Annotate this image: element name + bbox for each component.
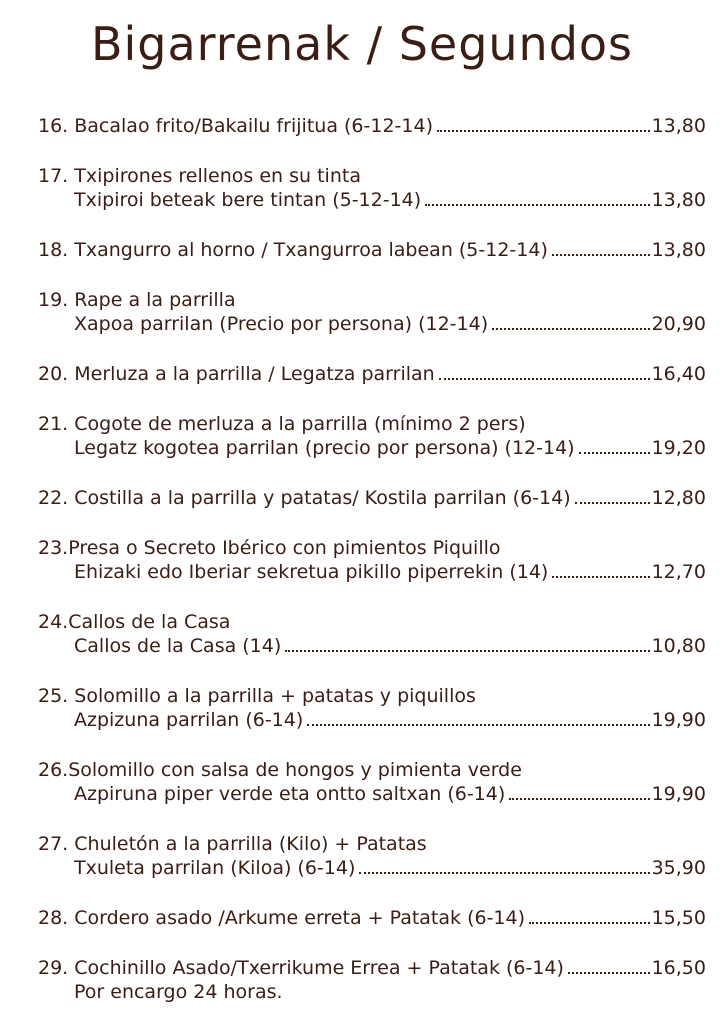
dish-name-basque: Azpizuna parrilan (6-14) [74,709,304,731]
dish-name-spanish: 19. Rape a la parrilla [38,289,236,311]
leader-dots [568,972,650,974]
dish-name: 22. Costilla a la parrilla y patatas/ Kostila parrilan (6-14) [38,487,571,509]
dish-name-basque: Callos de la Casa (14) [74,635,282,657]
dish-name: 28. Cordero asado /Arkume erreta + Patatak (6-14) [38,907,526,929]
menu-item-line [38,486,706,510]
menu-item [38,956,706,1004]
menu-item [38,610,706,658]
dish-price: 12,70 [651,561,706,583]
menu-item-line [38,782,706,806]
dish-price: 13,80 [651,115,706,137]
dish-price: 35,90 [651,857,706,879]
menu-item-line [38,956,706,980]
menu-item-line [38,188,706,212]
dish-name-basque: Legatz kogotea parrilan (precio por persona) (12-14) [74,437,575,459]
menu-item-line [38,536,706,560]
dish-name: 18. Txangurro al horno / Txangurroa labean (5-12-14) [38,239,548,261]
leader-dots [425,204,649,206]
menu-item-line [38,832,706,856]
menu-item-line [38,758,706,782]
menu-item-line [38,634,706,658]
menu-item [38,362,706,386]
leader-dots [529,922,650,924]
dish-name-basque: Txipiroi beteak bere tintan (5-12-14) [74,189,422,211]
dish-name-spanish: 23.Presa o Secreto Ibérico con pimientos Piquillo [38,537,501,559]
menu-item [38,536,706,584]
dish-name-basque: Azpiruna piper verde eta ontto saltxan (6-14) [74,783,506,805]
leader-dots [575,502,650,504]
menu-item-line [38,436,706,460]
dish-price: 19,90 [651,783,706,805]
menu-item [38,758,706,806]
leader-dots [285,650,649,652]
dish-name-spanish: 24.Callos de la Casa [38,611,231,633]
leader-dots [492,328,649,330]
menu-item-line [38,906,706,930]
dish-price: 13,80 [651,239,706,261]
order-note: Por encargo 24 horas. [74,981,283,1003]
dish-price: 19,20 [651,437,706,459]
menu-item-line [38,238,706,262]
menu-item-line [38,164,706,188]
menu-item [38,288,706,336]
dish-name-basque: Ehizaki edo Iberiar sekretua pikillo piperrekin (14) [74,561,549,583]
dish-name-spanish: 17. Txipirones rellenos en su tinta [38,165,361,187]
leader-dots [439,378,650,380]
menu-item-line [38,980,706,1004]
menu-item-line [38,610,706,634]
leader-dots [509,798,649,800]
menu-item-line [38,362,706,386]
dish-price: 15,50 [651,907,706,929]
leader-dots [307,724,649,726]
dish-price: 16,50 [651,957,706,979]
menu-item-line [38,856,706,880]
page-title: Bigarrenak / Segundos [90,17,634,71]
menu-list [38,114,706,1030]
dish-price: 16,40 [651,363,706,385]
menu-item-line [38,684,706,708]
menu-item [38,412,706,460]
dish-name-basque: Txuleta parrilan (Kiloa) (6-14) [74,857,356,879]
menu-item [38,114,706,138]
dish-name-basque: Xapoa parrilan (Precio por persona) (12-14) [74,313,489,335]
dish-name-spanish: 25. Solomillo a la parrilla + patatas y piquillos [38,685,476,707]
menu-item-line [38,312,706,336]
menu-item [38,684,706,732]
leader-dots [552,576,649,578]
dish-name-spanish: 21. Cogote de merluza a la parrilla (mínimo 2 pers) [38,413,526,435]
menu-item-line [38,114,706,138]
leader-dots [437,130,650,132]
leader-dots [359,872,649,874]
menu-item [38,486,706,510]
dish-name-spanish: 27. Chuletón a la parrilla (Kilo) + Patatas [38,833,427,855]
menu-item [38,164,706,212]
dish-price: 19,90 [651,709,706,731]
dish-price: 20,90 [651,313,706,335]
menu-item [38,832,706,880]
leader-dots [579,452,650,454]
dish-name: 16. Bacalao frito/Bakailu frijitua (6-12-14) [38,115,433,137]
menu-item-line [38,412,706,436]
dish-price: 12,80 [651,487,706,509]
dish-price: 10,80 [651,635,706,657]
dish-name: 20. Merluza a la parrilla / Legatza parrilan [38,363,435,385]
menu-item [38,906,706,930]
menu-item-line [38,288,706,312]
dish-name-spanish: 26.Solomillo con salsa de hongos y pimienta verde [38,759,522,781]
menu-item-line [38,560,706,584]
menu-item-line [38,708,706,732]
dish-name: 29. Cochinillo Asado/Txerrikume Errea + Patatak (6-14) [38,957,564,979]
dish-price: 13,80 [651,189,706,211]
menu-item [38,238,706,262]
leader-dots [552,254,650,256]
